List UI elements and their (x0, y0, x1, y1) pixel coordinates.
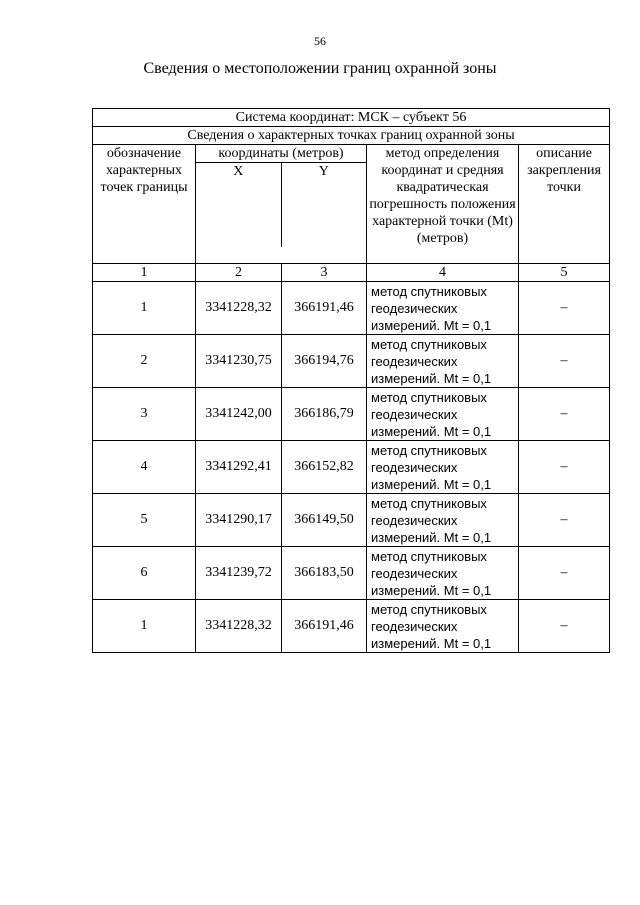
page-number: 56 (314, 34, 326, 48)
x-coordinate-cell: 3341230,75 (196, 335, 282, 388)
point-cell: 1 (93, 282, 196, 335)
y-coordinate-cell: 366194,76 (282, 335, 367, 388)
method-cell: метод спутниковых геодезических измерений. Mt = 0,1 (367, 600, 519, 653)
section-title-cell: Сведения о характерных точках границ охранной зоны (93, 127, 610, 145)
y-coordinate-cell: 366149,50 (282, 494, 367, 547)
y-coordinate-cell: 366191,46 (282, 282, 367, 335)
table-row (93, 441, 610, 494)
point-cell: 2 (93, 335, 196, 388)
table-row (93, 600, 610, 653)
description-cell: – (519, 335, 610, 388)
column-number: 2 (196, 264, 282, 282)
point-cell: 5 (93, 494, 196, 547)
y-coordinate-cell: 366191,46 (282, 600, 367, 653)
coordinate-system-cell: Система координат: МСК – субъект 56 (93, 109, 610, 127)
x-coordinate-cell: 3341228,32 (196, 282, 282, 335)
description-cell: – (519, 441, 610, 494)
column-number: 4 (367, 264, 519, 282)
point-cell: 3 (93, 388, 196, 441)
table-row (93, 282, 610, 335)
x-coordinate-cell: 3341242,00 (196, 388, 282, 441)
header-coordinates (196, 145, 367, 264)
table-row (93, 547, 610, 600)
header-coordinates-label: координаты (метров) (196, 145, 366, 163)
header-designation: обозначение характерных точек границы (93, 145, 196, 264)
method-cell: метод спутниковых геодезических измерений. Mt = 0,1 (367, 547, 519, 600)
y-coordinate-cell: 366186,79 (282, 388, 367, 441)
header-method: метод определения координат и средняя квадратическая погрешность положения характерной точки (Mt) (метров) (367, 145, 519, 264)
x-coordinate-cell: 3341292,41 (196, 441, 282, 494)
description-cell: – (519, 282, 610, 335)
method-cell: метод спутниковых геодезических измерений. Mt = 0,1 (367, 441, 519, 494)
header-row (93, 145, 610, 264)
x-coordinate-cell: 3341239,72 (196, 547, 282, 600)
point-cell: 6 (93, 547, 196, 600)
document-title: Сведения о местоположении границ охранной зоны (143, 60, 497, 77)
description-cell: – (519, 388, 610, 441)
section-title-row (93, 127, 610, 145)
x-coordinate-cell: 3341228,32 (196, 600, 282, 653)
y-coordinate-cell: 366152,82 (282, 441, 367, 494)
description-cell: – (519, 547, 610, 600)
method-cell: метод спутниковых геодезических измерений. Mt = 0,1 (367, 282, 519, 335)
point-cell: 4 (93, 441, 196, 494)
table-row (93, 494, 610, 547)
column-numbers-row (93, 264, 610, 282)
coordinate-system-row (93, 109, 610, 127)
column-number: 3 (282, 264, 367, 282)
boundary-points-table (92, 108, 610, 653)
header-y: Y (318, 164, 329, 179)
column-number: 5 (519, 264, 610, 282)
description-cell: – (519, 600, 610, 653)
method-cell: метод спутниковых геодезических измерений. Mt = 0,1 (367, 494, 519, 547)
header-x: X (196, 163, 282, 247)
table-row (93, 335, 610, 388)
x-coordinate-cell: 3341290,17 (196, 494, 282, 547)
method-cell: метод спутниковых геодезических измерений. Mt = 0,1 (367, 335, 519, 388)
y-coordinate-cell: 366183,50 (282, 547, 367, 600)
description-cell: – (519, 494, 610, 547)
header-description: описание закрепления точки (519, 145, 610, 264)
column-number: 1 (93, 264, 196, 282)
method-cell: метод спутниковых геодезических измерений. Mt = 0,1 (367, 388, 519, 441)
table-row (93, 388, 610, 441)
point-cell: 1 (93, 600, 196, 653)
